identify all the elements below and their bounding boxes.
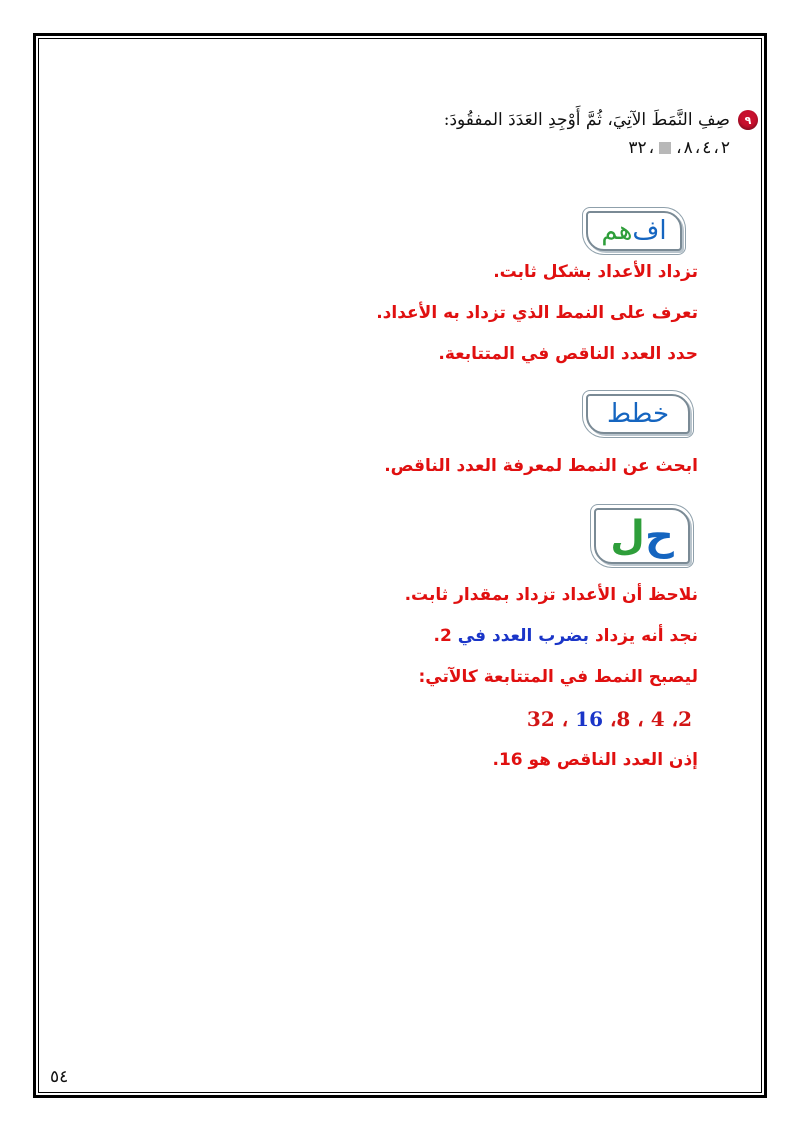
conclusion-line: إذن العدد الناقص هو 16. [492, 750, 698, 770]
page-border-inner [38, 38, 762, 1093]
solution-sequence: 2، 4 ، 8، 16 ، 32 [526, 707, 692, 731]
question-text: صِفِ النَّمَطَ الآتِيَ، ثُمَّ أَوْجِدِ العَدَدَ المفقُودَ: [443, 110, 730, 130]
seq-term: ٤ [702, 138, 712, 158]
seq-term: ٨ [683, 138, 693, 158]
question-block [58, 110, 758, 158]
question-sequence: ٢ ، ٤ ، ٨ ، ، ٣٢ [628, 138, 730, 158]
seq-value: 32 [526, 707, 555, 731]
solve-line-2: نجد أنه يزداد بضرب العدد في 2. [433, 626, 698, 646]
question-line [58, 110, 758, 130]
solve-line-3: ليصبح النمط في المتتابعة كالآتي: [418, 667, 698, 687]
plan-line-1: ابحث عن النمط لمعرفة العدد الناقص. [384, 456, 698, 476]
understand-line-1: تزداد الأعداد بشكل ثابت. [493, 262, 698, 282]
understand-line-2: تعرف على النمط الذي تزداد به الأعداد. [376, 303, 698, 323]
solve-label: ح ل [594, 508, 690, 564]
understand-label: اف هم [586, 211, 682, 251]
seq-value: 4 [650, 707, 665, 731]
seq-value: 2 [678, 707, 692, 731]
missing-term-box [659, 142, 671, 154]
page-number: ٥٤ [50, 1067, 69, 1087]
plan-label: خطط [586, 394, 690, 434]
question-number-badge: ٩ [738, 110, 758, 130]
understand-line-3: حدد العدد الناقص في المتتابعة. [438, 344, 698, 364]
seq-term: ٢ [720, 138, 730, 158]
seq-term: ٣٢ [628, 138, 647, 158]
seq-value: 8 [616, 707, 631, 731]
solve-line-1: نلاحظ أن الأعداد تزداد بمقدار ثابت. [404, 585, 698, 605]
seq-value-found: 16 [575, 707, 603, 731]
